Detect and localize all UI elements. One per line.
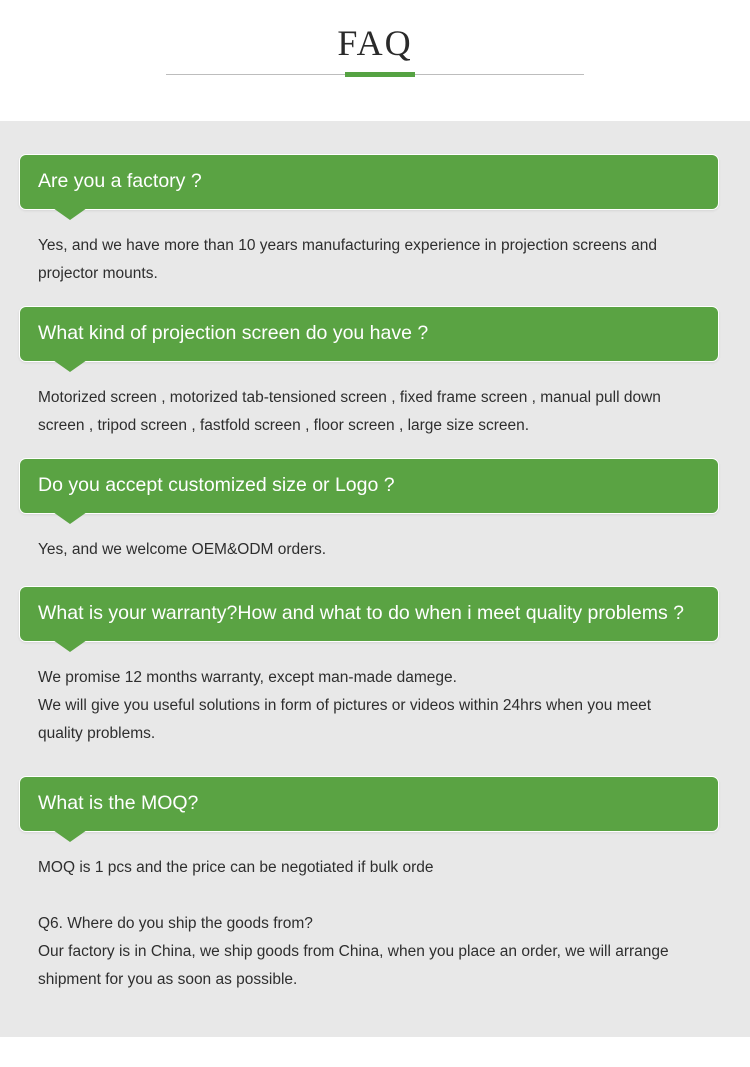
faq-answer-screen-types [38, 384, 718, 440]
faq-question-factory [20, 155, 718, 209]
answer-line: screen , tripod screen , fastfold screen , floor screen , large size screen. [38, 417, 530, 434]
question-text: What is the MOQ? [38, 792, 199, 815]
question-text: Do you accept customized size or Logo ? [38, 474, 395, 497]
question-text: What kind of projection screen do you have ? [38, 322, 429, 345]
bubble-pointer [53, 208, 87, 220]
shipping-answer-line: Our factory is in China, we ship goods from China, when you place an order, we will arrange [38, 943, 669, 960]
answer-line: We promise 12 months warranty, except man-made damege. [38, 669, 457, 686]
faq-question-moq [20, 777, 718, 831]
faq-question-screen-types [20, 307, 718, 361]
answer-line: MOQ is 1 pcs and the price can be negotiated if bulk orde [38, 859, 434, 876]
answer-line: Yes, and we have more than 10 years manufacturing experience in projection screens and [38, 237, 657, 254]
page-footer [0, 1037, 750, 1067]
question-text: Are you a factory ? [38, 170, 202, 193]
bubble-pointer [53, 640, 87, 652]
page-title: FAQ [337, 23, 413, 63]
answer-line: Yes, and we welcome OEM&ODM orders. [38, 541, 327, 558]
answer-line: quality problems. [38, 725, 156, 742]
bubble-pointer [53, 360, 87, 372]
faq-answer-customization [38, 536, 718, 564]
faq-answer-warranty [38, 664, 718, 748]
answer-line: projector mounts. [38, 265, 158, 282]
faq-shipping-block [38, 910, 718, 994]
answer-line: Motorized screen , motorized tab-tensioned screen , fixed frame screen , manual pull down [38, 389, 661, 406]
faq-question-warranty [20, 587, 718, 641]
title-accent-bar [345, 72, 415, 77]
page-header [0, 0, 750, 121]
question-text: What is your warranty?How and what to do when i meet quality problems ? [38, 602, 684, 625]
shipping-question: Q6. Where do you ship the goods from? [38, 915, 313, 932]
bubble-pointer [53, 512, 87, 524]
faq-answer-factory [38, 232, 718, 288]
faq-question-customization [20, 459, 718, 513]
answer-line: We will give you useful solutions in form of pictures or videos within 24hrs when you meet [38, 697, 652, 714]
bubble-pointer [53, 830, 87, 842]
shipping-answer-line: shipment for you as soon as possible. [38, 971, 298, 988]
faq-answer-moq [38, 854, 718, 882]
